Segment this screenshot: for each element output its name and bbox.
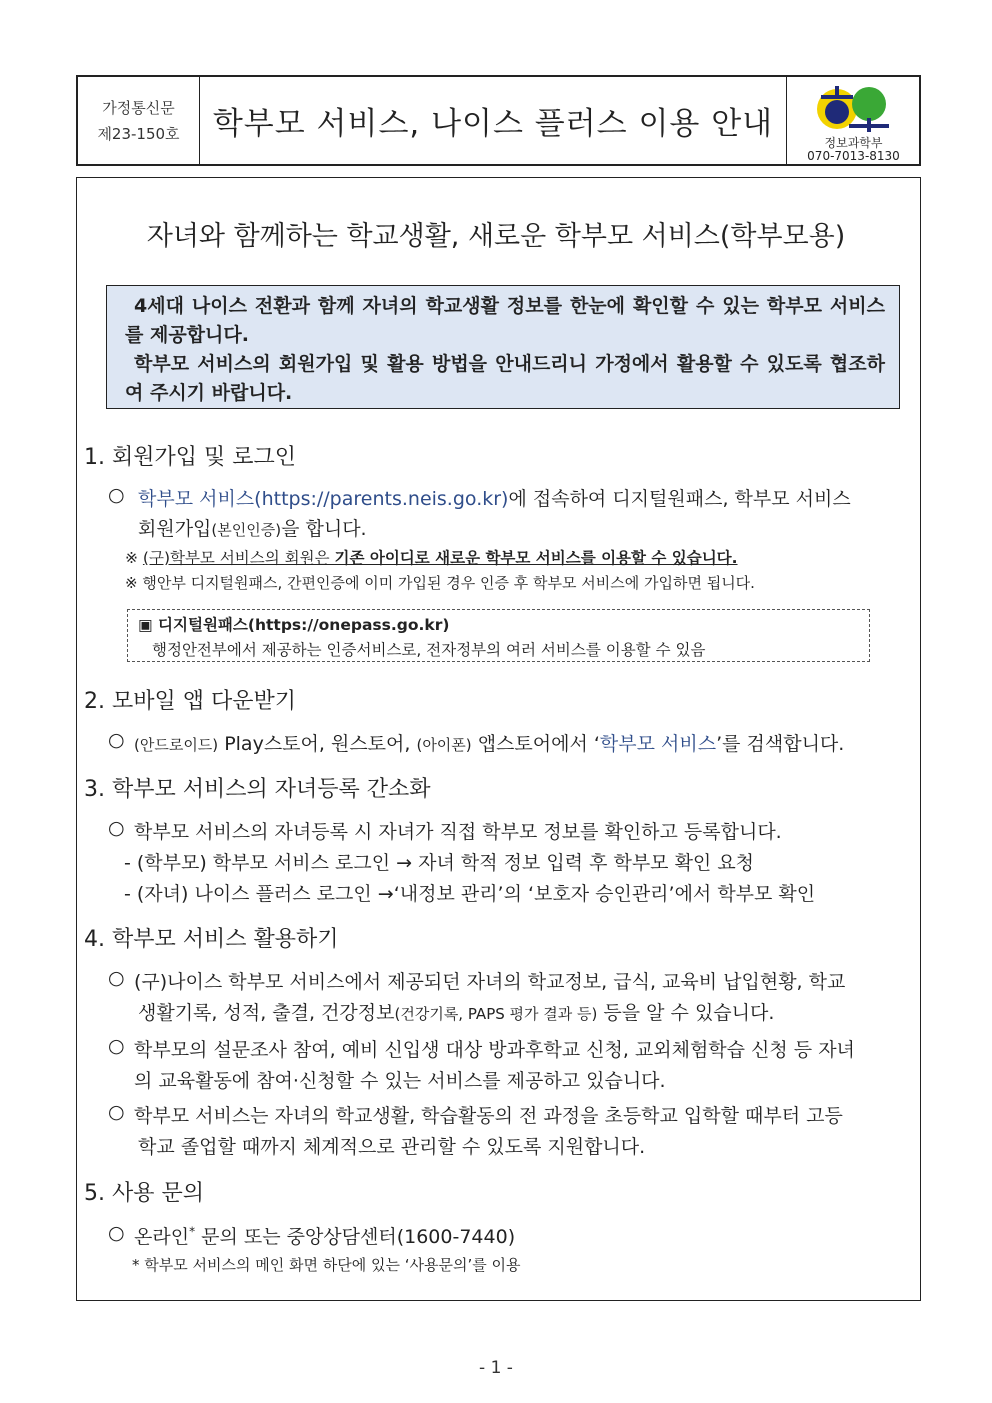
section-3-sub-2: - (자녀) 나이스 플러스 로그인 →‘내정보 관리’의 ‘보호자 승인관리’에서 학부모 확인	[124, 883, 816, 905]
notice-label	[78, 77, 200, 164]
item-1-line-2a: 생활기록, 성적, 출결, 건강정보	[138, 1002, 395, 1024]
intro-paragraph-2: 학부모 서비스의 회원가입 및 활용 방법을 안내드리니 가정에서 활용할 수 있도록 협조하여 주시기 바랍니다.	[125, 353, 885, 404]
note-1-text: (구)학부모 서비스의 회원은	[142, 549, 335, 567]
onepass-title: ▣ 디지털원패스(https://onepass.go.kr)	[138, 616, 450, 634]
section-3-item	[108, 817, 782, 844]
digital-onepass-box	[127, 609, 870, 662]
document-header	[76, 75, 921, 166]
document-title: 학부모 서비스, 나이스 플러스 이용 안내	[212, 106, 774, 142]
department-info	[787, 137, 920, 163]
bullet-icon: ○	[108, 967, 125, 989]
onepass-description: 행정안전부에서 제공하는 인증서비스로, 전자정부의 여러 서비스를 이용할 수 있음	[152, 641, 706, 659]
content-subtitle: 자녀와 함께하는 학교생활, 새로운 학부모 서비스(학부모용)	[146, 221, 846, 252]
android-label: (안드로이드)	[134, 736, 219, 754]
section-5-item	[108, 1222, 515, 1249]
item-1-line-2c: 등을 알 수 있습니다.	[597, 1002, 775, 1024]
intro-paragraph-1: 4세대 나이스 전환과 함께 자녀의 학교생활 정보를 한눈에 확인할 수 있는 학부모 서비스를 제공합니다.	[125, 295, 885, 346]
bullet-icon: ○	[108, 1035, 125, 1057]
signup-text: 회원가입	[138, 518, 212, 540]
section-4-item-2-line-2: 의 교육활동에 참여·신청할 수 있는 서비스를 제공하고 있습니다.	[134, 1070, 666, 1092]
section-1-item	[108, 484, 913, 511]
school-emblem-box	[786, 77, 919, 164]
department-name: 정보과학부	[824, 136, 883, 150]
school-logo-icon	[815, 82, 895, 140]
note-mark: ※	[125, 549, 143, 567]
section-4-item-3	[108, 1101, 843, 1128]
bullet-icon: ○	[108, 729, 125, 751]
appstore-text: 앱스토어에서 ‘	[471, 733, 600, 755]
department-phone: 070-7013-8130	[807, 149, 900, 163]
parents-service-link[interactable]: 학부모 서비스(https://parents.neis.go.kr)	[138, 488, 509, 510]
section-1-note-1	[125, 546, 738, 568]
item-3-line-1: 학부모 서비스는 자녀의 학교생활, 학습활동의 전 과정을 초등학교 입학할 때부터 고등	[134, 1105, 843, 1127]
item-2-line-1: 학부모의 설문조사 참여, 예비 신입생 대상 방과후학교 신청, 교외체험학습 신청 등 자녀	[134, 1039, 855, 1061]
section-4-item-1	[108, 967, 845, 994]
section-2-heading: 2. 모바일 앱 다운받기	[84, 689, 296, 714]
section-4-heading: 4. 학부모 서비스 활용하기	[84, 927, 339, 952]
notice-type: 가정통신문	[102, 98, 175, 117]
section-4-item-2	[108, 1035, 855, 1062]
intro-box	[106, 285, 900, 409]
footnote-mark: *	[189, 1224, 196, 1239]
section-1-heading: 1. 회원가입 및 로그인	[84, 445, 296, 470]
online-text: 온라인	[134, 1226, 190, 1248]
iphone-label: (아이폰)	[416, 736, 472, 754]
page-number: - 1 -	[479, 1358, 513, 1378]
section-3-sub-1: - (학부모) 학부모 서비스 로그인 → 자녀 학적 정보 입력 후 학부모 확인 요청	[124, 852, 755, 874]
section-3-heading: 3. 학부모 서비스의 자녀등록 간소화	[84, 777, 431, 802]
section-3-item-text: 학부모 서비스의 자녀등록 시 자녀가 직접 학부모 정보를 확인하고 등록합니다.	[134, 821, 782, 843]
signup-text-end: 을 합니다.	[281, 518, 367, 540]
section-2-item	[108, 729, 844, 756]
contact-center: 문의 또는 중앙상담센터(1600-7440)	[195, 1226, 516, 1248]
bullet-icon: ○	[108, 817, 125, 839]
section-1-item-text: 에 접속하여 디지털원패스, 학부모 서비스	[508, 488, 851, 510]
section-1-note-2: ※ 행안부 디지털원패스, 간편인증에 이미 가입된 경우 인증 후 학부모 서비스에 가입하면 됩니다.	[125, 574, 755, 592]
signup-auth-note: (본인인증)	[211, 521, 282, 539]
bullet-icon: ○	[108, 1222, 125, 1244]
section-4-item-1-line-2	[138, 998, 774, 1025]
bullet-icon: ○	[108, 484, 125, 506]
item-1-line-1: (구)나이스 학부모 서비스에서 제공되던 자녀의 학교정보, 급식, 교육비 납입현황, 학교	[134, 971, 846, 993]
notice-number: 제23-150호	[97, 124, 180, 143]
search-instruction: ’를 검색합니다.	[716, 733, 845, 755]
section-1-item-line2	[138, 514, 367, 541]
section-5-heading: 5. 사용 문의	[84, 1181, 204, 1206]
note-1-emphasis: 기존 아이디로 새로운 학부모 서비스를 이용할 수 있습니다.	[334, 549, 738, 567]
search-keyword: 학부모 서비스	[599, 733, 717, 755]
item-1-health-note: (건강기록, PAPS 평가 결과 등)	[394, 1005, 598, 1023]
section-5-note: * 학부모 서비스의 메인 화면 하단에 있는 ‘사용문의’를 이용	[132, 1256, 521, 1274]
bullet-icon: ○	[108, 1101, 125, 1123]
section-4-item-3-line-2: 학교 졸업할 때까지 체계적으로 관리할 수 있도록 지원합니다.	[138, 1136, 646, 1158]
store-names: Play스토어, 원스토어,	[218, 733, 417, 755]
